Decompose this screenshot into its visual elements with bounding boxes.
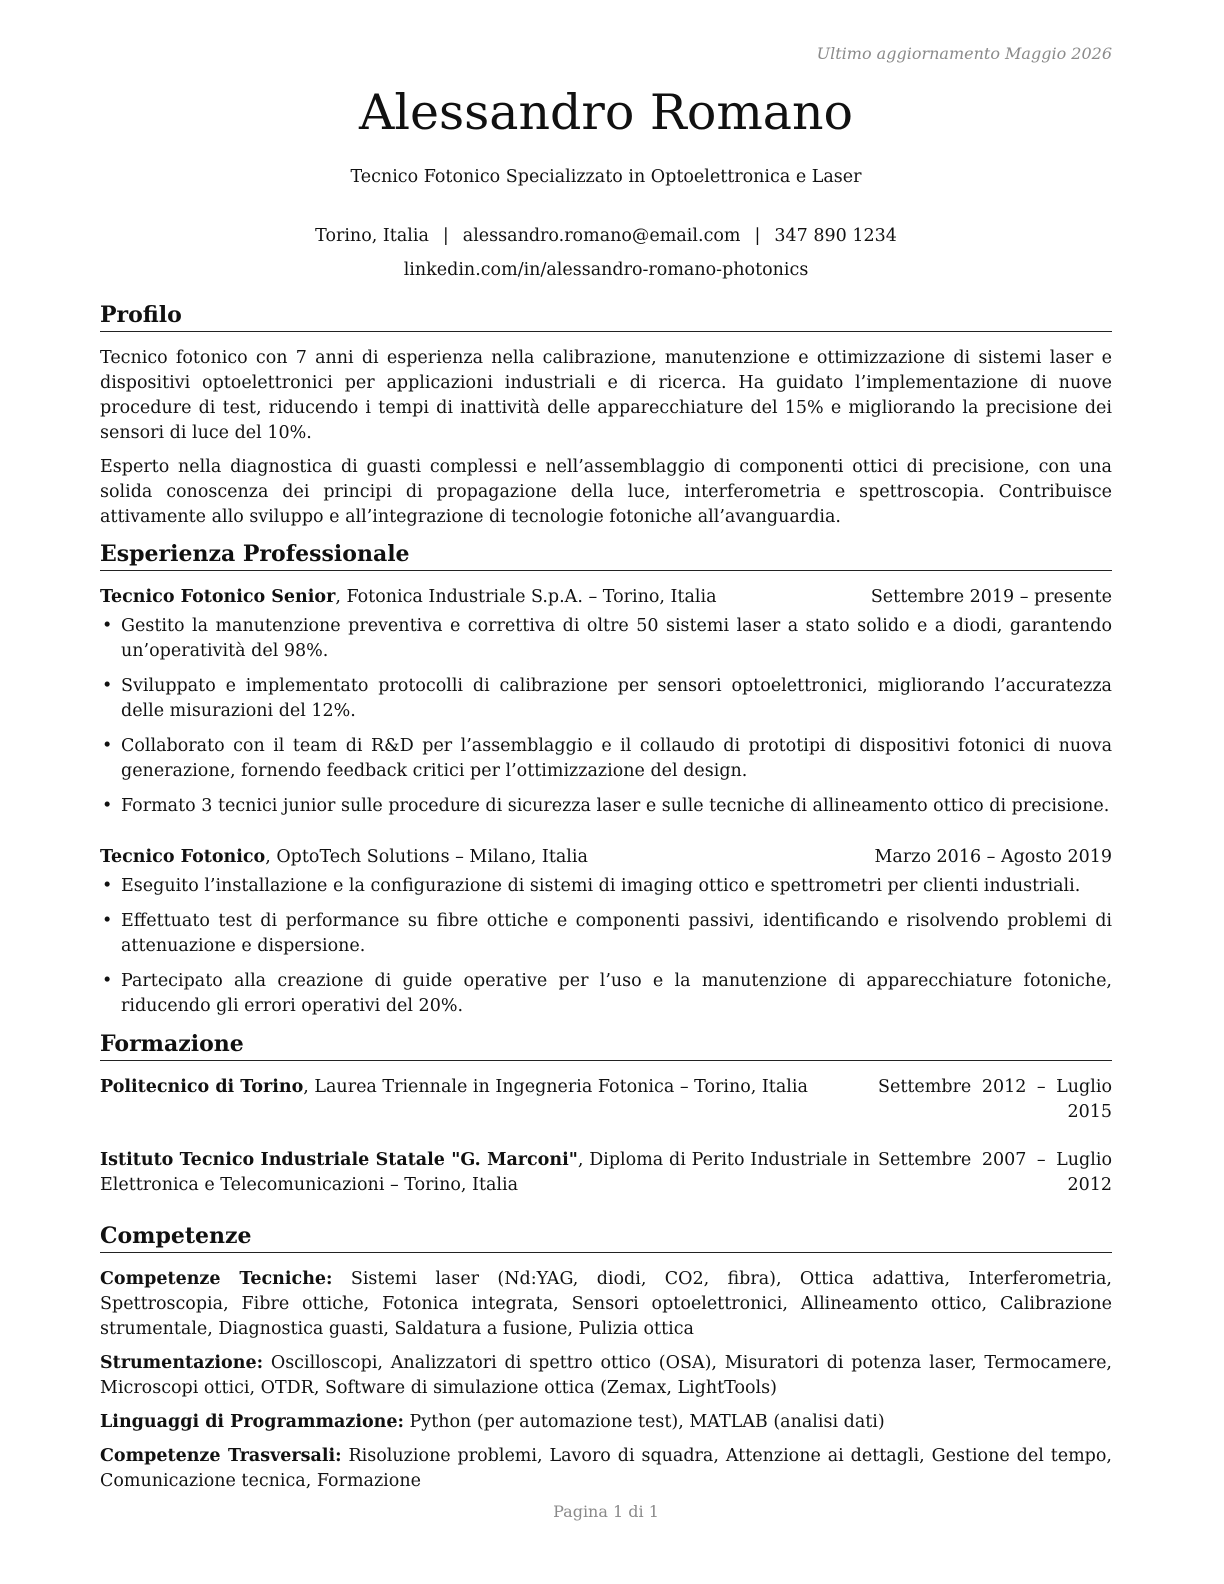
- profile-paragraph: Tecnico fotonico con 7 anni di esperienza nella calibrazione, manutenzione e ottimizzazione di sistemi laser e dispositivi optoelettronici per applicazioni industriali e di ricerca. Ha guidato l’implementazione di nuove procedure di test, riducendo i tempi di inattività delle apparecchiature del 15% e migliorando la precisione dei sensori di luce del 10%.: [100, 348, 1112, 443]
- skills-section: [100, 1221, 1112, 1494]
- list-item: • Sviluppato e implementato protocolli di calibrazione per sensori optoelettronici, migliorando l’accuratezza delle misurazioni del 12%.: [100, 674, 1112, 724]
- skill-label: Linguaggi di Programmazione:: [100, 1412, 404, 1432]
- education-detail: , Laurea Triennale in Ingegneria Fotonica – Torino, Italia: [303, 1077, 808, 1097]
- skill-value: Oscilloscopi, Analizzatori di spettro ottico (OSA), Misuratori di potenza laser, Termocamere, Microscopi ottici, OTDR, Software di simulazione ottica (Zemax, LightTools): [100, 1353, 1112, 1398]
- job-dates: Settembre 2019 – presente: [870, 587, 1112, 607]
- resume-body: [100, 300, 1112, 1503]
- skill-group: [100, 1267, 1112, 1342]
- job-dates: Marzo 2016 – Agosto 2019: [874, 847, 1112, 867]
- job-company: , OptoTech Solutions – Milano, Italia: [265, 847, 588, 867]
- skill-group: [100, 1444, 1112, 1494]
- candidate-name: Alessandro Romano: [358, 84, 854, 141]
- education-detail: , Diploma di Perito Industriale in Elettronica e Telecomunicazioni – Torino, Italia: [100, 1150, 870, 1195]
- contact-separator: |: [442, 226, 449, 246]
- section-title-education: Formazione: [100, 1029, 1112, 1061]
- contact-phone: 347 890 1234: [774, 226, 897, 246]
- list-item: • Gestito la manutenzione preventiva e correttiva di oltre 50 sistemi laser a stato solido e a diodi, garantendo un’operatività del 98%.: [100, 614, 1112, 664]
- candidate-headline: Tecnico Fotonico Specializzato in Optoelettronica e Laser: [350, 167, 862, 187]
- job-bullets: [100, 614, 1112, 819]
- education-section: [100, 1029, 1112, 1198]
- education-dates: Settembre 2012 – Luglio 2015: [878, 1077, 1112, 1122]
- skill-value: Python (per automazione test), MATLAB (analisi dati): [403, 1412, 885, 1432]
- profile-section: [100, 300, 1112, 530]
- contact-block: [100, 219, 1112, 287]
- education-school: Istituto Tecnico Industriale Statale "G. Marconi": [100, 1150, 578, 1170]
- education-entry: [100, 1075, 1112, 1125]
- education-school: Politecnico di Torino: [100, 1077, 304, 1097]
- page-number: Pagina 1 di 1: [553, 1502, 659, 1521]
- job-role: Tecnico Fotonico Senior: [100, 587, 336, 607]
- last-updated-note: Ultimo aggiornamento Maggio 2026: [816, 44, 1112, 63]
- job-header: [100, 845, 1112, 870]
- section-title-skills: Competenze: [100, 1221, 1112, 1253]
- education-entry: [100, 1148, 1112, 1198]
- contact-line: [100, 219, 1112, 253]
- experience-section: [100, 539, 1112, 1019]
- list-item: • Collaborato con il team di R&D per l’assemblaggio e il collaudo di prototipi di dispositivi fotonici di nuova generazione, fornendo feedback critici per l’ottimizzazione del design.: [100, 734, 1112, 784]
- skill-label: Competenze Trasversali:: [100, 1446, 342, 1466]
- list-item: • Partecipato alla creazione di guide operative per l’uso e la manutenzione di apparecchiature fotoniche, riducendo gli errori operativi del 20%.: [100, 969, 1112, 1019]
- skill-value: Sistemi laser (Nd:YAG, diodi, CO2, fibra), Ottica adattiva, Interferometria, Spettroscopia, Fibre ottiche, Fotonica integrata, Sensori optoelettronici, Allineamento ottico, Calibrazione strumentale, Diagnostica guasti, Saldatura a fusione, Pulizia ottica: [100, 1269, 1112, 1339]
- section-title-experience: Esperienza Professionale: [100, 539, 1112, 571]
- contact-separator: |: [754, 226, 761, 246]
- skill-label: Competenze Tecniche:: [100, 1269, 333, 1289]
- section-title-profile: Profilo: [100, 300, 1112, 332]
- skill-value: Risoluzione problemi, Lavoro di squadra, Attenzione ai dettagli, Gestione del tempo, Comunicazione tecnica, Formazione: [100, 1446, 1112, 1491]
- contact-linkedin[interactable]: linkedin.com/in/alessandro-romano-photonics: [403, 260, 809, 280]
- contact-email[interactable]: alessandro.romano@email.com: [462, 226, 741, 246]
- skill-label: Strumentazione:: [100, 1353, 264, 1373]
- education-dates: Settembre 2007 – Luglio 2012: [878, 1150, 1112, 1195]
- job-entry: [100, 585, 1112, 819]
- job-role: Tecnico Fotonico: [100, 847, 266, 867]
- skill-group: [100, 1410, 1112, 1435]
- skill-group: [100, 1351, 1112, 1401]
- job-bullets: [100, 874, 1112, 1019]
- list-item: • Formato 3 tecnici junior sulle procedure di sicurezza laser e sulle tecniche di allineamento ottico di precisione.: [100, 794, 1112, 819]
- job-entry: [100, 845, 1112, 1019]
- job-company: , Fotonica Industriale S.p.A. – Torino, Italia: [335, 587, 717, 607]
- job-header: [100, 585, 1112, 610]
- list-item: • Eseguito l’installazione e la configurazione di sistemi di imaging ottico e spettrometri per clienti industriali.: [100, 874, 1112, 899]
- list-item: • Effettuato test di performance su fibre ottiche e componenti passivi, identificando e risolvendo problemi di attenuazione e dispersione.: [100, 909, 1112, 959]
- contact-location: Torino, Italia: [315, 226, 429, 246]
- profile-paragraph: Esperto nella diagnostica di guasti complessi e nell’assemblaggio di componenti ottici di precisione, con una solida conoscenza dei principi di propagazione della luce, interferometria e spettroscopia. Contribuisce attivamente allo sviluppo e all’integrazione di tecnologie fotoniche all’avanguardia.: [100, 457, 1112, 527]
